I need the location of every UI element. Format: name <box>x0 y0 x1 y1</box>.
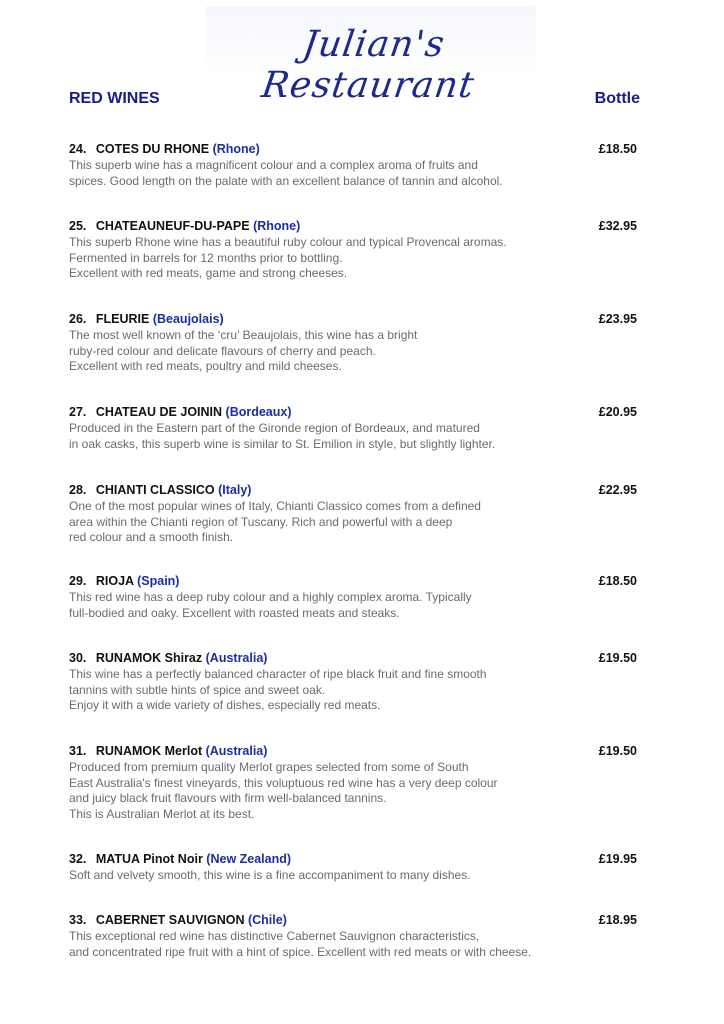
wine-item <box>69 405 640 452</box>
description-line: area within the Chianti region of Tuscany. Rich and powerful with a deep <box>69 514 453 529</box>
wine-heading <box>69 405 640 421</box>
wine-region: (Australia) <box>205 651 268 665</box>
wine-heading <box>69 852 640 868</box>
wine-description <box>69 235 640 282</box>
wine-description <box>69 158 640 189</box>
wine-description <box>69 499 640 546</box>
description-line: This red wine has a deep ruby colour and a highly complex aroma. Typically <box>69 590 472 604</box>
wine-number: 24. <box>69 142 87 156</box>
wine-region: (Italy) <box>218 483 252 497</box>
wine-item <box>69 744 640 822</box>
wine-description <box>69 929 640 960</box>
description-line: Soft and velvety smooth, this wine is a fine accompaniment to many dishes. <box>69 868 471 882</box>
wine-item <box>69 913 640 960</box>
wine-price: £20.95 <box>598 405 637 419</box>
wine-item <box>69 651 640 714</box>
description-line: East Australia's finest vineyards, this voluptuous red wine has a very deep colour <box>69 775 498 790</box>
wine-region: (Australia) <box>205 744 268 758</box>
wine-name: RIOJA <box>95 574 134 588</box>
wine-heading <box>69 574 640 590</box>
wine-heading <box>69 142 640 158</box>
wine-price: £18.95 <box>598 913 637 927</box>
wine-number: 27. <box>69 405 87 419</box>
wine-heading <box>69 312 640 328</box>
wine-description <box>69 590 640 621</box>
description-line: red colour and a smooth finish. <box>69 530 234 545</box>
description-line: This superb Rhone wine has a beautiful ruby colour and typical Provencal aromas. <box>69 235 507 249</box>
wine-item <box>69 852 640 884</box>
wine-item <box>69 574 640 621</box>
wine-description <box>69 328 640 375</box>
wine-price: £19.95 <box>598 852 637 866</box>
description-line: spices. Good length on the palate with an excellent balance of tannin and alcohol. <box>69 173 503 188</box>
wine-region: (New Zealand) <box>206 852 292 866</box>
description-line: Enjoy it with a wide variety of dishes, especially red meats. <box>69 698 381 713</box>
wine-price: £19.50 <box>598 651 637 665</box>
description-line: This wine has a perfectly balanced character of ripe black fruit and fine smooth <box>69 667 487 681</box>
description-line: Produced in the Eastern part of the Gironde region of Bordeaux, and matured <box>69 421 480 435</box>
wine-number: 33. <box>69 913 87 927</box>
description-line: Excellent with red meats, game and strong cheeses. <box>69 266 348 281</box>
description-line: ruby-red colour and delicate flavours of cherry and peach. <box>69 343 376 358</box>
description-line: The most well known of the ‘cru’ Beaujolais, this wine has a bright <box>69 328 418 342</box>
wine-number: 32. <box>69 852 87 866</box>
description-line: full-bodied and oaky. Excellent with roasted meats and steaks. <box>69 605 400 620</box>
wine-number: 29. <box>69 574 87 588</box>
description-line: This exceptional red wine has distinctive Cabernet Sauvignon characteristics, <box>69 929 480 943</box>
wine-region: (Rhone) <box>212 142 260 156</box>
wine-name: CHIANTI CLASSICO <box>95 483 215 497</box>
wine-number: 30. <box>69 651 87 665</box>
description-line: One of the most popular wines of Italy, Chianti Classico comes from a defined <box>69 499 481 513</box>
wine-heading <box>69 913 640 929</box>
description-line: Produced from premium quality Merlot grapes selected from some of South <box>69 760 469 774</box>
description-line: in oak casks, this superb wine is similar to St. Emilion in style, but slightly lighter. <box>69 436 496 451</box>
wine-price: £18.50 <box>598 142 637 156</box>
wine-name: MATUA Pinot Noir <box>95 852 203 866</box>
wine-name: RUNAMOK Shiraz <box>95 651 203 665</box>
title-banner <box>206 6 536 106</box>
wine-name: FLEURIE <box>95 312 150 326</box>
wine-price: £22.95 <box>598 483 637 497</box>
description-line: This superb wine has a magnificent colour and a complex aroma of fruits and <box>69 158 478 172</box>
wine-number: 31. <box>69 744 87 758</box>
wine-region: (Spain) <box>137 574 180 588</box>
wine-heading <box>69 744 640 760</box>
wine-item <box>69 142 640 189</box>
wine-item <box>69 312 640 375</box>
description-line: and concentrated ripe fruit with a hint of spice. Excellent with red meats or with cheese. <box>69 944 532 959</box>
wine-region: (Chile) <box>247 913 287 927</box>
price-column-label: Bottle <box>594 90 640 107</box>
wine-name: CHATEAUNEUF-DU-PAPE <box>95 219 250 233</box>
wine-description <box>69 760 640 822</box>
wine-name: CHATEAU DE JOININ <box>95 405 223 419</box>
wine-name: RUNAMOK Merlot <box>95 744 203 758</box>
wine-region: (Bordeaux) <box>225 405 292 419</box>
wine-name: CABERNET SAUVIGNON <box>95 913 245 927</box>
description-line: This is Australian Merlot at its best. <box>69 806 255 821</box>
wine-price: £32.95 <box>598 219 637 233</box>
wine-description <box>69 868 640 884</box>
wine-heading <box>69 483 640 499</box>
wine-number: 28. <box>69 483 87 497</box>
wine-description <box>69 667 640 714</box>
description-line: Fermented in barrels for 12 months prior to bottling. <box>69 250 343 265</box>
section-title: RED WINES <box>69 90 160 107</box>
wine-heading <box>69 219 640 235</box>
wine-name: COTES DU RHONE <box>95 142 210 156</box>
wine-number: 26. <box>69 312 87 326</box>
restaurant-title: Julian's Restaurant <box>259 24 478 106</box>
wine-price: £19.50 <box>598 744 637 758</box>
wine-region: (Beaujolais) <box>152 312 224 326</box>
wine-item <box>69 219 640 282</box>
description-line: tannins with subtle hints of spice and sweet oak. <box>69 682 326 697</box>
section-header <box>69 90 640 110</box>
wine-item <box>69 483 640 546</box>
wine-description <box>69 421 640 452</box>
wine-heading <box>69 651 640 667</box>
description-line: Excellent with red meats, poultry and mild cheeses. <box>69 359 342 374</box>
wine-number: 25. <box>69 219 87 233</box>
description-line: and juicy black fruit flavours with firm well-balanced tannins. <box>69 791 387 806</box>
wine-price: £23.95 <box>598 312 637 326</box>
wine-price: £18.50 <box>598 574 637 588</box>
wine-region: (Rhone) <box>253 219 301 233</box>
